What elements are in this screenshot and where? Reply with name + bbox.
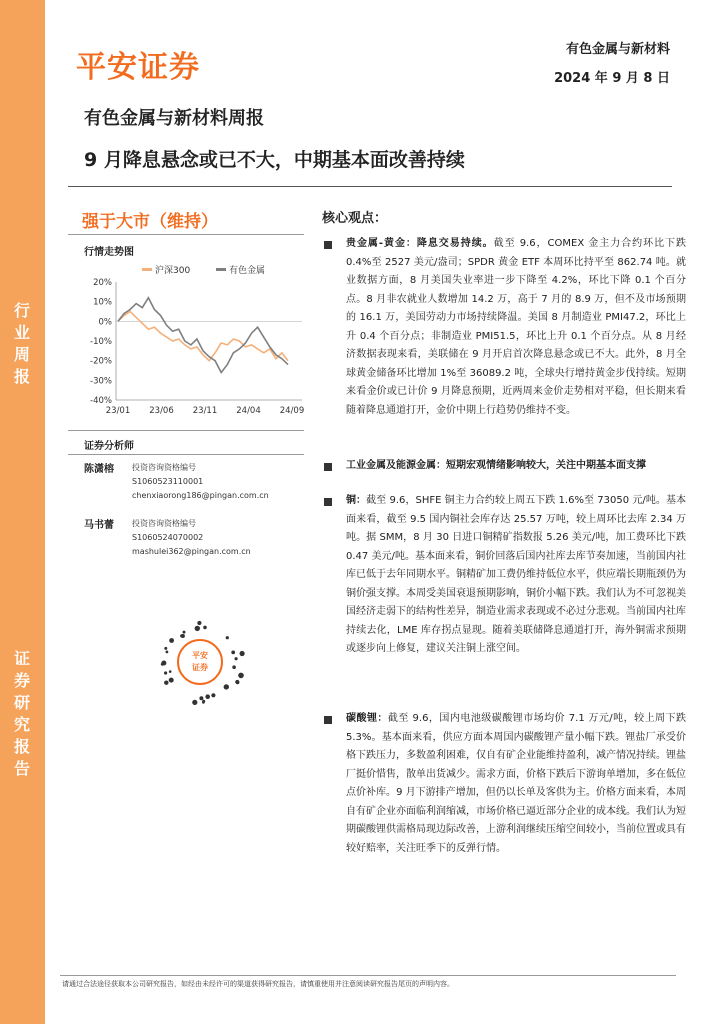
- qr-dot: [164, 681, 168, 685]
- qr-dot: [231, 651, 235, 655]
- analyst-cert-no: S1060524070002: [132, 533, 204, 542]
- qr-dot: [180, 634, 183, 637]
- legend-swatch-hs300: [142, 268, 152, 271]
- analyst-email[interactable]: chenxiaorong186@pingan.com.cn: [132, 491, 269, 500]
- qr-dot: [211, 693, 215, 697]
- side-char: 研: [13, 693, 30, 712]
- analyst-info: [132, 461, 269, 503]
- rating-divider: [68, 234, 304, 235]
- qr-logo-text: 证券: [192, 663, 208, 672]
- qr-dot: [166, 651, 169, 654]
- market-trend-chart: [80, 258, 312, 428]
- x-tick-label: 24/04: [236, 406, 261, 416]
- footer-disclaimer: 请通过合法途径获取本公司研究报告，如经由未经许可的渠道获得研究报告，请慎重使用并注意阅读研究报告尾页的声明内容。: [62, 980, 454, 988]
- y-tick-label: -30%: [90, 376, 112, 387]
- paragraph-lead: 工业金属及能源金属：短期宏观情绪影响较大，关注中期基本面支撑: [346, 460, 646, 471]
- paragraph-text: 截至 9.6，国内电池级碳酸锂市场均价 7.1 万元/吨，较上周下跌 5.3%。基本面来看，供应方面本周国内碳酸锂产量小幅下跌。锂盐厂承受价格下跌压力，多数盈利困难，仅自有矿企业能维持盈利，减产情况持续。锂盐厂挺价惜售，散单出货减少。需求方面，价格下跌后下游询单增加，多在低位点价补库。9 月下游排产增加，但仍以长单及客供为主。价格方面来看，本周自有矿企业亦面临利润缩减，市场价格已逼近部分企业的成本线。我们认为短期碳酸锂供需格局现边际改善，上游利润继续压缩空间较小，当前位置或具有较好赔率，关注旺季下的反弹行情。: [346, 713, 687, 854]
- qr-dot: [205, 694, 210, 699]
- side-char: 证: [13, 649, 30, 668]
- y-tick-label: -20%: [90, 356, 112, 367]
- qr-dot: [192, 700, 197, 705]
- analyst-name: 陈潇榕: [84, 464, 114, 475]
- qr-dot: [164, 647, 167, 650]
- analysts-divider: [68, 454, 304, 455]
- legend-label-hs300: 沪深300: [155, 266, 191, 276]
- core-views-title: 核心观点：: [322, 211, 388, 226]
- qr-dot: [195, 626, 200, 631]
- x-tick-label: 23/06: [149, 406, 174, 416]
- legend-label-nonferrous: 有色金属: [229, 266, 266, 276]
- side-char: 究: [13, 715, 30, 734]
- analyst-cert-label: 投资咨询资格编号: [132, 463, 196, 472]
- analyst-name: 马书蕾: [84, 520, 114, 531]
- paragraph-lithium: [346, 710, 686, 858]
- y-tick-label: -10%: [90, 337, 112, 347]
- header-meta: [554, 38, 670, 86]
- bullet-marker: [324, 463, 332, 471]
- side-char: 券: [13, 671, 30, 690]
- qr-dot: [203, 626, 207, 630]
- qr-dot: [169, 670, 172, 673]
- analysts-title: 证券分析师: [84, 441, 134, 452]
- side-label-research-report: [8, 648, 36, 780]
- qr-dot: [240, 651, 245, 656]
- side-color-bar: [0, 0, 45, 1024]
- qr-dot: [169, 638, 174, 643]
- side-char: 业: [13, 323, 30, 342]
- qr-dot: [199, 696, 203, 700]
- paragraph-industrial-metals: [346, 457, 686, 476]
- side-char: 报: [13, 737, 30, 756]
- y-tick-label: 20%: [93, 278, 112, 288]
- qr-dot: [226, 636, 229, 639]
- qr-dot: [235, 657, 238, 660]
- analyst-email[interactable]: mashulei362@pingan.com.cn: [132, 547, 251, 556]
- qr-center-logo: [178, 640, 222, 684]
- chart-divider: [68, 430, 304, 431]
- bullet-marker: [324, 498, 332, 506]
- report-title: 9 月降息悬念或已不大，中期基本面改善持续: [84, 149, 465, 171]
- footer-divider: [60, 975, 676, 976]
- y-tick-label: 10%: [93, 297, 112, 308]
- paragraph-text: 截至 9.6，SHFE 铜主力合约较上周五下跌 1.6%至 73050 元/吨。基本面来看，截至 9.5 国内铜社会库存达 25.57 万吨，较上周环比去库 2.34 万吨。据 SMM，8 月 30 日进口铜精矿指数报 5.26 美元/吨，加工费环比下跌 0.47 美元/吨。基本面来看，铜价回落后国内社库去库节奏加速，当前国内社库已低于去年同期水平。铜精矿加工费仍维持低位水平，供应端长期瓶颈仍为铜价强支撑。本周受美国衰退预期影响，铜价小幅下跌。我们认为不可忽视美国经济走弱下的结构性差异，制造业需求表现或不必过分悲观。当前国内社库持续去化，LME 库存拐点显现。随着美联储降息通道打开，海外铜需求预期或逐步向上修复，建议关注铜上涨空间。: [346, 495, 687, 654]
- paragraph-text: 截至 9.6，COMEX 金主力合约环比下跌 0.4%至 2527 美元/盎司；SPDR 黄金 ETF 本周环比持平至 862.74 吨。就业数据方面，8 月美国失业率进一步下降至 4.2%，环比下降 0.1 个百分点。8 月非农就业人数增加 14.2 万，高于 7 月的 8.9 万，但不及市场预期的 16.1 万，美国劳动力市场持续降温。美国 8 月制造业 PMI47.2，环比上升 0.4 个百分点；非制造业 PMI51.5，环比上升 0.1 个百分点。从 8 月经济数据表现来看，美联储在 9 月开启首次降息悬念或已不大。此外，8 月全球黄金储备环比增加 1%至 36089.2 吨，全球央行增持黄金步伐持续。短期来看金价或已计价 9 月降息预期，近两周来金价走势相对平稳，但长期来看随着降息通道打开，金价中期上行趋势仍维持不变。: [346, 238, 686, 416]
- x-tick-label: 23/01: [105, 406, 131, 416]
- analyst-cert-label: 投资咨询资格编号: [132, 519, 196, 528]
- bullet-marker: [324, 716, 332, 724]
- paragraph-lead: 铜：: [346, 495, 367, 506]
- header-date: 2024 年 9 月 8 日: [554, 71, 670, 86]
- header-divider: [68, 186, 672, 187]
- header-category: 有色金属与新材料: [565, 42, 670, 57]
- x-tick-label: 24/09: [279, 406, 305, 416]
- side-char: 周: [13, 345, 30, 364]
- paragraph-lead: 碳酸锂：: [346, 713, 388, 724]
- legend-swatch-nonferrous: [216, 268, 226, 271]
- qr-dot: [238, 673, 244, 679]
- y-tick-label: 0%: [98, 317, 112, 328]
- qr-dot: [169, 678, 174, 683]
- qr-logo-text: 平安: [192, 651, 208, 660]
- qr-dot: [197, 621, 201, 625]
- analyst-info: [132, 517, 251, 559]
- side-char: 报: [13, 367, 30, 386]
- y-tick-label: -40%: [90, 396, 112, 406]
- side-label-industry-weekly: [8, 300, 36, 388]
- qr-dot: [161, 661, 166, 666]
- company-logo: 平安证券: [76, 50, 200, 85]
- qr-dot: [164, 671, 167, 674]
- qr-dot: [183, 631, 186, 634]
- side-char: 告: [13, 759, 30, 778]
- series-line-nonferrous: [118, 298, 288, 373]
- industry-rating: 强于大市（维持）: [82, 212, 218, 232]
- qr-dot: [232, 665, 236, 669]
- qr-dot: [224, 684, 229, 689]
- paragraph-lead: 贵金属-黄金：降息交易持续。: [346, 238, 494, 249]
- x-tick-label: 23/11: [192, 406, 218, 416]
- paragraph-gold: [346, 235, 686, 420]
- side-char: 行: [13, 301, 30, 320]
- paragraph-copper: [346, 492, 686, 659]
- report-type: 有色金属与新材料周报: [84, 108, 264, 129]
- analyst-cert-no: S1060523110001: [132, 477, 204, 486]
- bullet-marker: [324, 241, 332, 249]
- qr-code[interactable]: [152, 614, 248, 710]
- qr-dot: [236, 681, 239, 684]
- qr-dot: [202, 701, 205, 704]
- chart-title: 行情走势图: [84, 247, 134, 258]
